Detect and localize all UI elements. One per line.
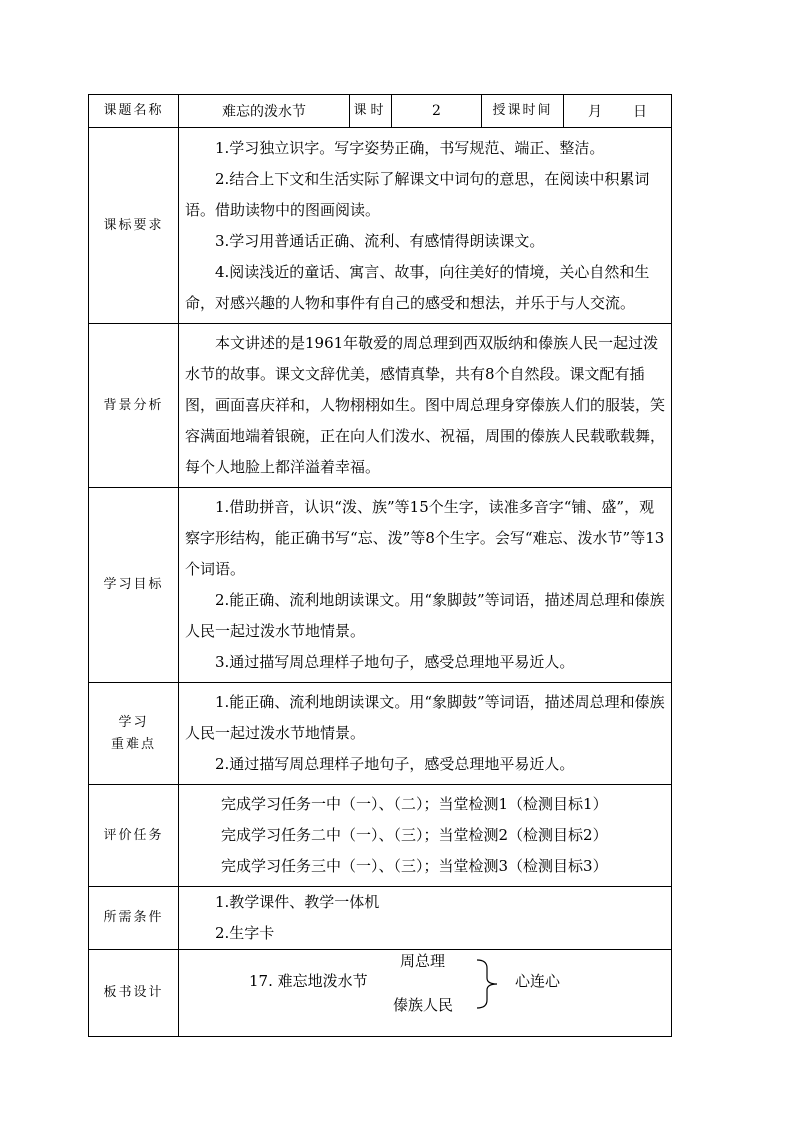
goals-label: 学习目标 [89, 488, 179, 683]
evaluation-item: 完成学习任务二中（一）、（三）；当堂检测2（检测目标2） [221, 826, 608, 844]
board-design [179, 950, 672, 1037]
goals-item: 1.借助拼音，认识“泼、族”等15个生字，读准多音字“铺、盛”，观察字形结构，能正确书写“忘、泼”等8个生字。会写“难忘、泼水节”等13个词语。 [185, 498, 665, 578]
goals-item: 3.通过描写周总理样子地句子，感受总理地平易近人。 [215, 653, 575, 671]
conditions-label: 所需条件 [89, 887, 179, 950]
date-cell [564, 95, 672, 128]
standards-item: 2.结合上下文和生活实际了解课文中词句的意思，在阅读中积累词语。借助读物中的图画阅读。 [185, 169, 650, 219]
standards-label: 课标要求 [89, 128, 179, 324]
background-content [179, 324, 672, 488]
lesson-plan-table [88, 94, 672, 1037]
day-label: 日 [632, 104, 647, 120]
month-label: 月 [588, 104, 603, 120]
standards-item: 3.学习用普通话正确、流利、有感情得朗读课文。 [215, 231, 545, 250]
background-row [89, 324, 672, 488]
time-label: 授课时间 [482, 95, 564, 128]
standards-row [89, 128, 672, 324]
hours-value: 2 [392, 95, 482, 128]
keypoints-item: 1.能正确、流利地朗读课文。用“象脚鼓”等词语，描述周总理和傣族人民一起过泼水节地情景。 [185, 693, 665, 742]
goals-item: 2.能正确、流利地朗读课文。用“象脚鼓”等词语，描述周总理和傣族人民一起过泼水节地情景。 [185, 591, 665, 640]
keypoints-item: 2.通过描写周总理样子地句子，感受总理地平易近人。 [215, 755, 575, 773]
keypoints-label [89, 683, 179, 785]
evaluation-item: 完成学习任务一中（一）、（二）；当堂检测1（检测目标1） [221, 795, 608, 813]
goals-row [89, 488, 672, 683]
standards-content [179, 128, 672, 324]
course-label: 课题名称 [89, 95, 179, 128]
keypoints-content [179, 683, 672, 785]
background-label: 背景分析 [89, 324, 179, 488]
board-result: 心连心 [515, 972, 561, 990]
conditions-item: 1.教学课件、教学一体机 [215, 893, 380, 911]
conditions-item: 2.生字卡 [215, 924, 275, 942]
board-label: 板书设计 [89, 950, 179, 1037]
right-brace-icon [475, 958, 503, 1010]
evaluation-label: 评价任务 [89, 785, 179, 887]
keypoints-label-line1: 学习 [118, 714, 149, 730]
evaluation-content [179, 785, 672, 887]
conditions-row [89, 887, 672, 950]
header-row [89, 95, 672, 128]
standards-item: 4.阅读浅近的童话、寓言、故事，向往美好的情境，关心自然和生命，对感兴趣的人物和事件有自己的感受和想法，并乐于与人交流。 [185, 262, 650, 312]
conditions-content [179, 887, 672, 950]
course-title: 难忘的泼水节 [179, 95, 350, 128]
board-bottom-label: 傣族人民 [393, 996, 454, 1014]
keypoints-label-line2: 重难点 [110, 736, 156, 752]
evaluation-item: 完成学习任务三中（一）、（三）；当堂检测3（检测目标3） [221, 857, 608, 875]
evaluation-row [89, 785, 672, 887]
keypoints-row [89, 683, 672, 785]
board-top-label: 周总理 [400, 952, 446, 970]
hours-label: 课时 [350, 95, 392, 128]
goals-content [179, 488, 672, 683]
standards-item: 1.学习独立识字。写字姿势正确，书写规范、端正、整洁。 [215, 138, 605, 157]
background-paragraph: 本文讲述的是1961年敬爱的周总理到西双版纳和傣族人民一起过泼水节的故事。课文文辞优美，感情真挚，共有8个自然段。课文配有插图，画面喜庆祥和，人物栩栩如生。图中周总理身穿傣族人们的服装，笑容满面地端着银碗，正在向人们泼水、祝福，周围的傣族人民载歌载舞，每个人地脸上都洋溢着幸福。 [185, 334, 666, 476]
board-title: 17. 难忘地泼水节 [249, 972, 368, 990]
board-row [89, 950, 672, 1037]
